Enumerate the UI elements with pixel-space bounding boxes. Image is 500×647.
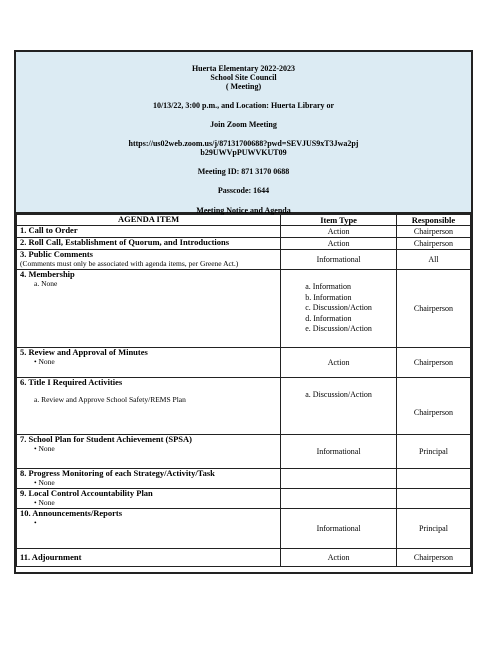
- col-agenda-item: AGENDA ITEM: [17, 215, 281, 226]
- row-type: Informational: [281, 509, 397, 549]
- row-title: 9. Local Control Accountability Plan: [20, 488, 153, 498]
- row-responsible: Chairperson: [396, 270, 470, 348]
- row-sub: •: [34, 518, 37, 527]
- row-responsible: Chairperson: [396, 549, 470, 567]
- row-note: (Comments must only be associated with agenda items, per Greene Act.): [20, 259, 239, 268]
- row-type: a. Discussion/Action: [281, 378, 397, 435]
- zoom-link-line-2[interactable]: b29UWVpPUWVKUT09: [200, 148, 287, 157]
- row-title: 8. Progress Monitoring of each Strategy/Activity/Task: [20, 468, 215, 478]
- row-type: Action: [281, 549, 397, 567]
- school-name: Huerta Elementary 2022-2023: [191, 64, 296, 73]
- zoom-link-line-1[interactable]: https://us02web.zoom.us/j/87131700688?pwd=SEVJUS9xT3Jwa2pj: [128, 139, 359, 148]
- table-row: [17, 238, 471, 250]
- passcode: Passcode: 1644: [217, 186, 270, 195]
- agenda-document: [14, 50, 473, 574]
- date-location: 10/13/22, 3:00 p.m., and Location: Huerta Library or: [152, 101, 335, 110]
- row-type: Action: [281, 348, 397, 378]
- row-type: Informational: [281, 250, 397, 270]
- row-title: 3. Public Comments: [20, 249, 93, 259]
- row-sub: • None: [34, 498, 55, 507]
- row-title: 2. Roll Call, Establishment of Quorum, and Introductions: [20, 237, 230, 247]
- agenda-header: [16, 52, 471, 214]
- row-sub: a. None: [34, 279, 58, 288]
- row-responsible: Principal: [396, 509, 470, 549]
- row-type: Action: [281, 238, 397, 250]
- table-row: [17, 378, 471, 435]
- row-responsible: [396, 489, 470, 509]
- table-header-row: [17, 215, 471, 226]
- row-responsible: Principal: [396, 435, 470, 469]
- row-responsible: Chairperson: [396, 226, 470, 238]
- row-responsible: All: [396, 250, 470, 270]
- row-title: 5. Review and Approval of Minutes: [20, 347, 148, 357]
- row-sub: • None: [34, 357, 55, 366]
- row-type: [281, 489, 397, 509]
- table-row: [17, 250, 471, 270]
- row-title: 6. Title I Required Activities: [20, 377, 123, 387]
- row-sub: a. Review and Approve School Safety/REMS Plan: [34, 395, 186, 404]
- row-sub: • None: [34, 478, 55, 487]
- row-responsible: [396, 469, 470, 489]
- row-type: Informational: [281, 435, 397, 469]
- table-row: [17, 435, 471, 469]
- list-item: d. Information: [305, 313, 352, 323]
- list-item: e. Discussion/Action: [305, 324, 372, 334]
- zoom-title: Join Zoom Meeting: [210, 120, 277, 129]
- row-title: 7. School Plan for Student Achievement (SPSA): [20, 434, 192, 444]
- list-item: c. Discussion/Action: [305, 303, 372, 313]
- row-title: 11. Adjournment: [20, 552, 82, 562]
- meeting-type: ( Meeting): [225, 82, 262, 91]
- item-type-list: [305, 282, 372, 335]
- table-row: [17, 509, 471, 549]
- col-item-type: Item Type: [281, 215, 397, 226]
- list-item: b. Information: [305, 292, 352, 302]
- table-row: [17, 270, 471, 348]
- row-type: [281, 469, 397, 489]
- row-sub: • None: [34, 444, 55, 453]
- table-row: [17, 226, 471, 238]
- table-row: [17, 469, 471, 489]
- row-title: 10. Announcements/Reports: [20, 508, 123, 518]
- meeting-id: Meeting ID: 871 3170 0688: [197, 167, 290, 176]
- meeting-notice-title: Meeting Notice and Agenda: [196, 206, 291, 215]
- row-responsible: Chairperson: [396, 378, 470, 435]
- agenda-table: [16, 214, 471, 567]
- list-item: a. Information: [305, 282, 352, 292]
- col-responsible: Responsible: [396, 215, 470, 226]
- table-row: [17, 348, 471, 378]
- row-title: 4. Membership: [20, 269, 75, 279]
- council-name: School Site Council: [210, 73, 277, 82]
- row-title: 1. Call to Order: [20, 225, 78, 235]
- table-row: [17, 549, 471, 567]
- row-responsible: Chairperson: [396, 238, 470, 250]
- table-row: [17, 489, 471, 509]
- row-responsible: Chairperson: [396, 348, 470, 378]
- row-type: Action: [281, 226, 397, 238]
